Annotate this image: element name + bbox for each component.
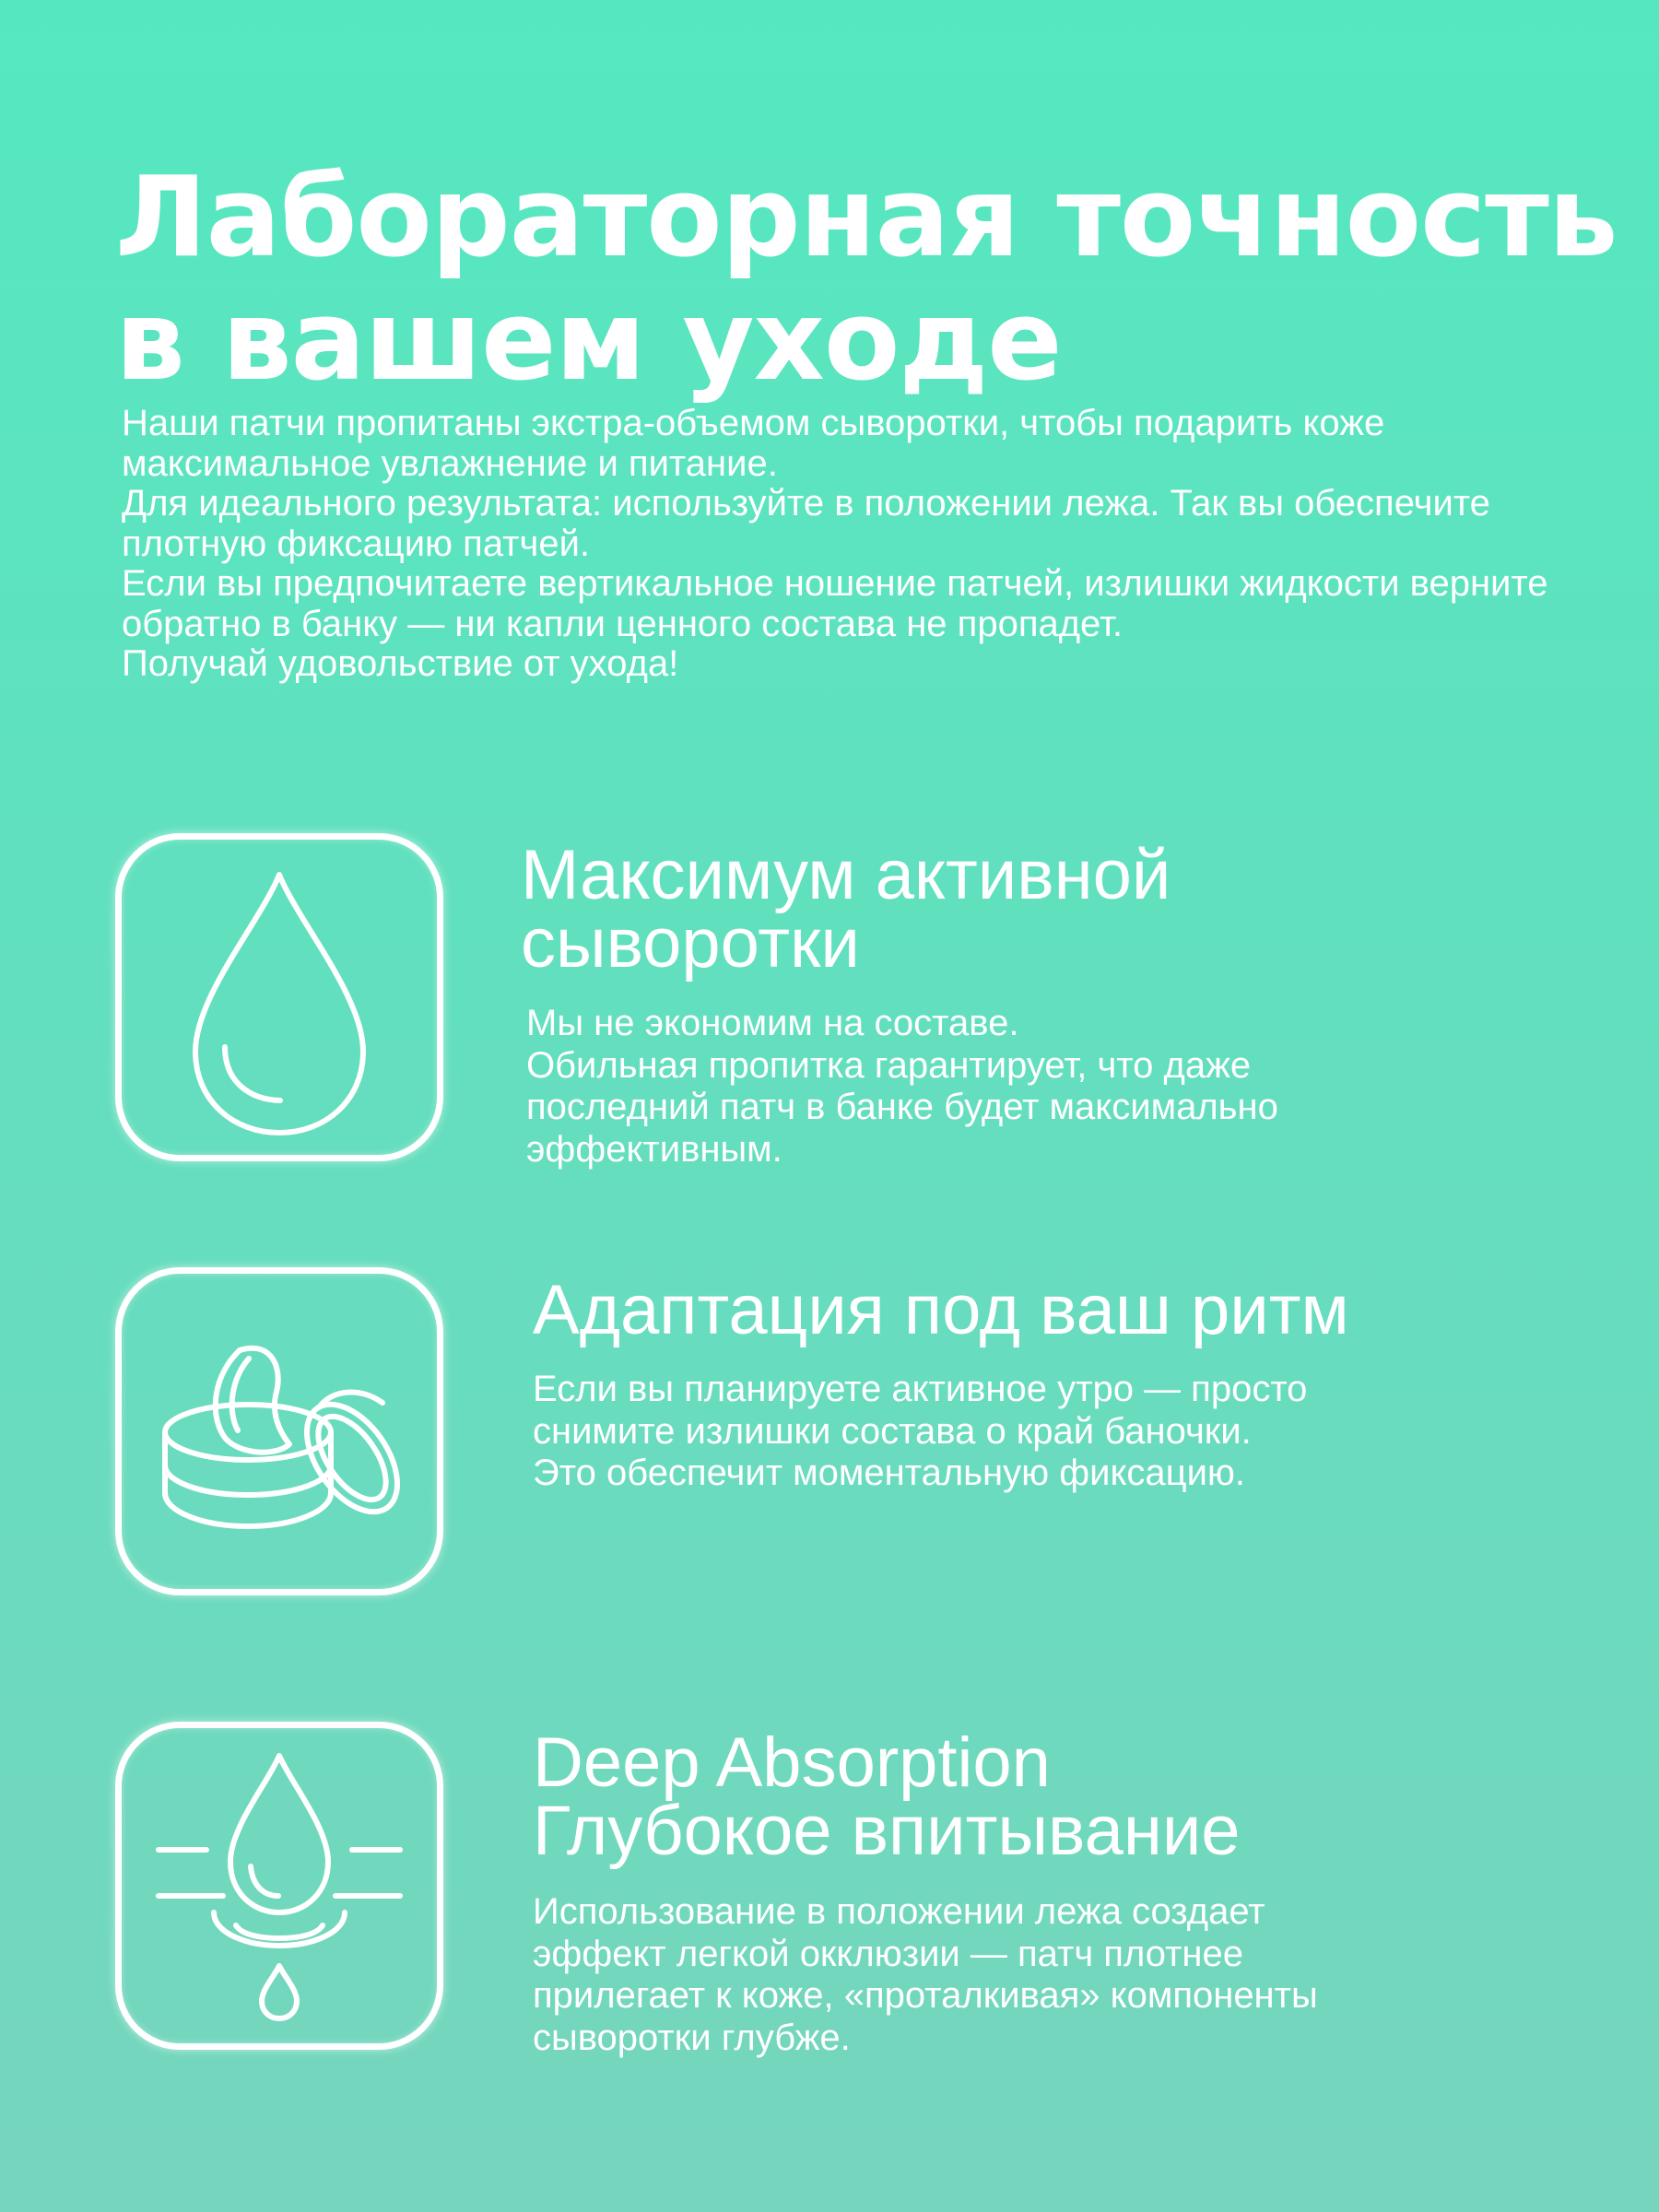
feature-text-rhythm — [533, 1369, 1454, 1495]
patch-jar-icon-frame — [115, 1267, 443, 1595]
feature-text-serum-line-3: последний патч в банке будет максимально — [526, 1087, 1278, 1127]
feature-text-absorption-line-1: Использование в положении лежа создает — [533, 1891, 1265, 1932]
patch-jar-icon — [122, 1274, 437, 1589]
feature-text-rhythm-line-3: Это обеспечит моментальную фиксацию. — [533, 1453, 1246, 1493]
feature-text-serum-line-1: Мы не экономим на составе. — [526, 1003, 1019, 1043]
feature-title-absorption-line-1: Deep Absorption — [533, 1724, 1051, 1802]
feature-text-rhythm-line-1: Если вы планируете активное утро — просто — [533, 1369, 1308, 1409]
feature-text-absorption-line-2: эффект легкой окклюзии — патч плотнее — [533, 1933, 1243, 1974]
page-title-line-2: в вашем уходе — [115, 277, 1062, 406]
intro-paragraph-4: Получай удовольствие от ухода! — [122, 643, 679, 684]
feature-title-absorption — [533, 1724, 1241, 1870]
drop-icon-frame — [115, 833, 443, 1161]
feature-title-serum-line-2: сыворотки — [521, 904, 860, 982]
absorption-drop-icon-frame — [115, 1722, 443, 2050]
feature-text-serum — [526, 1003, 1448, 1171]
intro-paragraph-3: Если вы предпочитаете вертикальное ношение патчей, излишки жидкости верните обратно в банку — ни капли ценного состава не пропадет. — [122, 563, 1548, 644]
feature-title-rhythm — [533, 1271, 1349, 1349]
page-title — [115, 154, 1618, 406]
drop-icon — [122, 840, 437, 1155]
feature-text-serum-line-4: эффективным. — [526, 1128, 782, 1170]
intro-paragraph-1: Наши патчи пропитаны экстра-объемом сыворотки, чтобы подарить коже максимальное увлажнение и питание. — [122, 403, 1385, 484]
feature-text-serum-line-2: Обильная пропитка гарантирует, что даже — [526, 1044, 1252, 1086]
feature-text-absorption-line-3: прилегает к коже, «проталкивая» компоненты — [533, 1975, 1318, 2016]
feature-title-serum — [521, 836, 1171, 982]
feature-text-absorption-line-4: сыворотки глубже. — [533, 2017, 851, 2058]
feature-title-rhythm-line-1: Адаптация под ваш ритм — [533, 1271, 1349, 1349]
page-title-line-1: Лабораторная точность — [115, 154, 1618, 282]
feature-title-absorption-line-2: Глубокое впитывание — [533, 1792, 1241, 1870]
feature-text-absorption — [533, 1891, 1454, 2059]
intro-text — [122, 404, 1596, 685]
absorption-drop-icon — [122, 1728, 437, 2043]
intro-paragraph-2: Для идеального результата: используйте в положении лежа. Так вы обеспечите плотную фиксацию патчей. — [122, 483, 1490, 564]
feature-title-serum-line-1: Максимум активной — [521, 836, 1171, 914]
feature-text-rhythm-line-2: снимите излишки состава о край баночки. — [533, 1410, 1252, 1452]
